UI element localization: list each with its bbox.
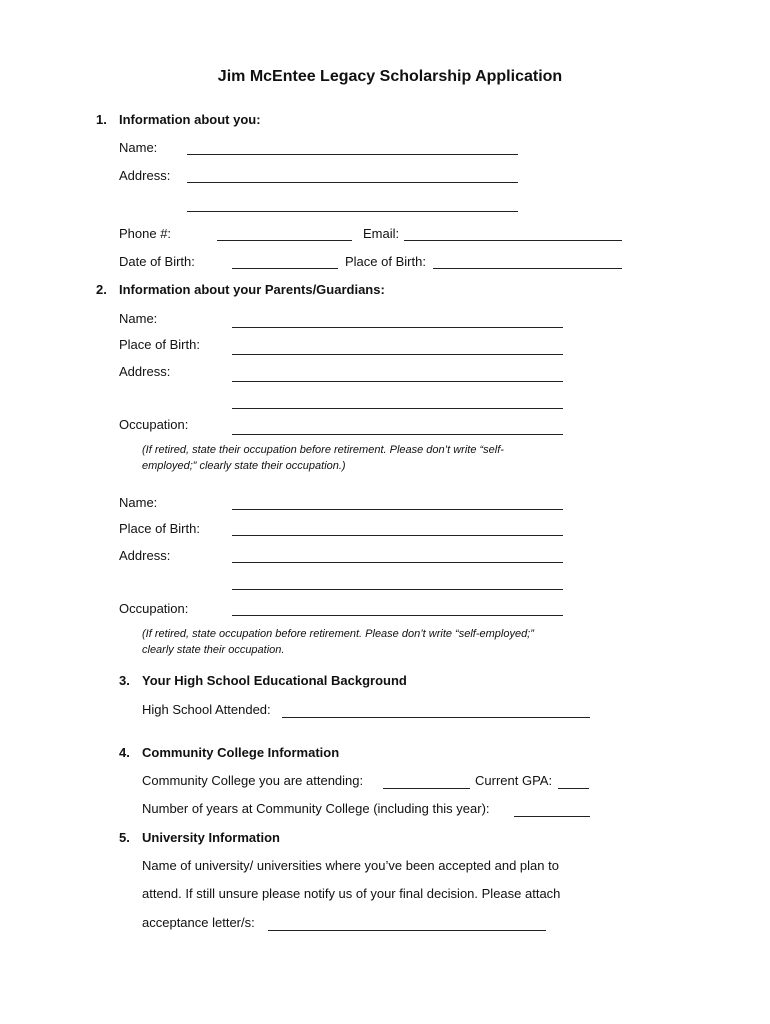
applicant-phone-field[interactable]	[217, 240, 352, 241]
applicant-email-label: Email:	[363, 226, 400, 241]
applicant-pob-field[interactable]	[433, 268, 622, 269]
parent1-name-label: Name:	[119, 311, 158, 326]
parent2-address-field-1[interactable]	[232, 562, 563, 563]
parent1-address-label: Address:	[119, 364, 171, 379]
university-text-line2: attend. If still unsure please notify us of your final decision. Please attach	[142, 886, 561, 901]
parent2-address-field-2[interactable]	[232, 589, 563, 590]
acceptance-letter-field[interactable]	[268, 930, 546, 931]
parent1-occupation-note-line2: employed;” clearly state their occupation.)	[142, 460, 346, 472]
section-4-number: 4.	[119, 745, 130, 760]
high-school-label: High School Attended:	[142, 702, 271, 717]
form-title: Jim McEntee Legacy Scholarship Application	[217, 68, 563, 85]
parent2-name-label: Name:	[119, 495, 158, 510]
parent1-pob-label: Place of Birth:	[119, 337, 200, 352]
years-at-cc-label: Number of years at Community College (including this year):	[142, 801, 490, 816]
applicant-dob-label: Date of Birth:	[119, 254, 195, 269]
parent2-address-label: Address:	[119, 548, 171, 563]
applicant-pob-label: Place of Birth:	[345, 254, 426, 269]
parent1-occupation-label: Occupation:	[119, 417, 189, 432]
current-gpa-label: Current GPA:	[475, 773, 553, 788]
community-college-label: Community College you are attending:	[142, 773, 364, 788]
applicant-phone-label: Phone #:	[119, 226, 172, 241]
parent1-address-field-1[interactable]	[232, 381, 563, 382]
section-4-heading: Community College Information	[142, 745, 340, 760]
parent2-pob-label: Place of Birth:	[119, 521, 200, 536]
parent1-occupation-note-line1: (If retired, state their occupation before retirement. Please don’t write “self-	[142, 444, 504, 456]
section-2-heading: Information about your Parents/Guardians:	[119, 282, 385, 297]
section-2-number: 2.	[96, 282, 107, 297]
parent2-occupation-label: Occupation:	[119, 601, 189, 616]
parent2-pob-field[interactable]	[232, 535, 563, 536]
years-at-cc-field[interactable]	[514, 816, 590, 817]
parent2-occupation-note-line1: (If retired, state occupation before retirement. Please don’t write “self-employed;”	[142, 628, 534, 640]
parent1-occupation-field[interactable]	[232, 434, 563, 435]
parent1-pob-field[interactable]	[232, 354, 563, 355]
applicant-name-label: Name:	[119, 140, 158, 155]
current-gpa-field[interactable]	[558, 788, 589, 789]
parent2-occupation-note-line2: clearly state their occupation.	[142, 644, 285, 656]
high-school-field[interactable]	[282, 717, 590, 718]
applicant-name-field[interactable]	[187, 154, 518, 155]
parent1-name-field[interactable]	[232, 327, 563, 328]
section-5-heading: University Information	[142, 830, 280, 845]
parent2-occupation-field[interactable]	[232, 615, 563, 616]
applicant-dob-field[interactable]	[232, 268, 338, 269]
section-1-heading: Information about you:	[119, 112, 261, 127]
section-1-number: 1.	[96, 112, 107, 127]
applicant-email-field[interactable]	[404, 240, 622, 241]
applicant-address-field-2[interactable]	[187, 211, 518, 212]
acceptance-letter-label: acceptance letter/s:	[142, 915, 255, 930]
parent2-name-field[interactable]	[232, 509, 563, 510]
section-3-number: 3.	[119, 673, 130, 688]
applicant-address-label: Address:	[119, 168, 171, 183]
applicant-address-field-1[interactable]	[187, 182, 518, 183]
community-college-field[interactable]	[383, 788, 470, 789]
university-text-line1: Name of university/ universities where you’ve been accepted and plan to	[142, 858, 559, 873]
section-3-heading: Your High School Educational Background	[142, 673, 407, 688]
parent1-address-field-2[interactable]	[232, 408, 563, 409]
section-5-number: 5.	[119, 830, 130, 845]
